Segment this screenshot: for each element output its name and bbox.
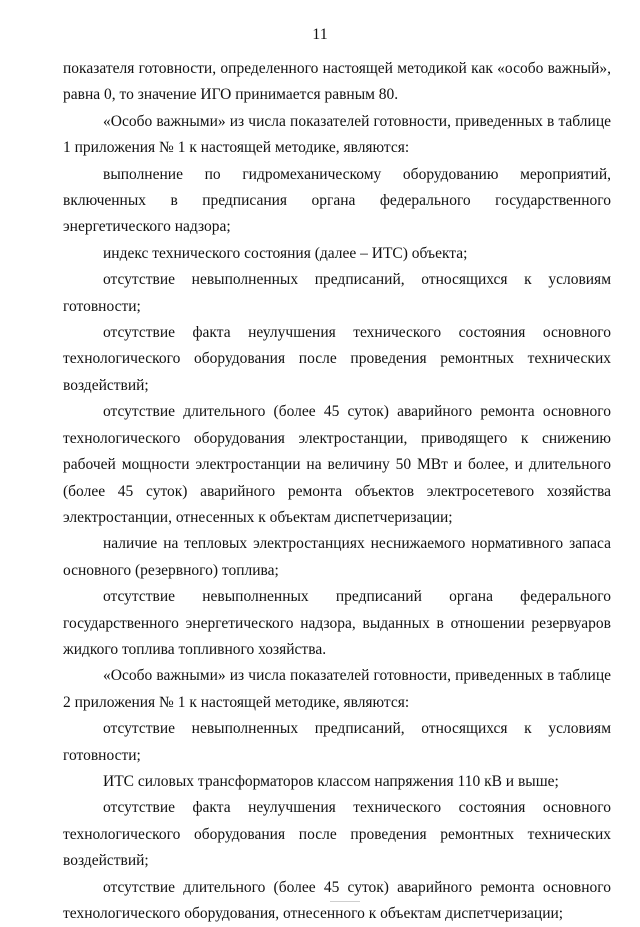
paragraph-item: отсутствие невыполненных предписаний, относящихся к условиям готовности; — [63, 720, 611, 764]
paragraph-table2-intro: «Особо важными» из числа показателей готовности, приведенных в таблице 2 приложения № 1 к настоящей методике, являются: — [63, 667, 611, 711]
paragraph-continuation: показателя готовности, определенного настоящей методикой как «особо важный», равна 0, то значение ИГО принимается равным 80. — [63, 60, 611, 104]
paragraph-item: отсутствие невыполненных предписаний органа федерального государственного энергетического надзора, выданных в отношении резервуаров жидкого топлива топливного хозяйства. — [63, 588, 611, 658]
paragraph-item: наличие на тепловых электростанциях неснижаемого нормативного запаса основного (резервного) топлива; — [63, 535, 611, 579]
paragraph-item: ИТС силовых трансформаторов классом напряжения 110 кВ и выше; — [103, 772, 559, 790]
paragraph-item: выполнение по гидромеханическому оборудованию мероприятий, включенных в предписания органа федерального государственного энергетического надзора; — [63, 165, 611, 236]
paragraph-item: отсутствие невыполненных предписаний, относящихся к условиям готовности; — [63, 271, 611, 315]
paragraph-table1-intro: «Особо важными» из числа показателей готовности, приведенных в таблице 1 приложения № 1 к настоящей методике, являются: — [63, 112, 611, 157]
paragraph-item: отсутствие длительного (более 45 суток) аварийного ремонта основного технологического оборудования электростанции, приводящего к снижению рабочей мощности электростанции на величину 50 МВт и более, и длительного (более 45 суток) аварийного ремонта объектов электросетевого хозяйства электростанции, отнесенных к объектам диспетчеризации; — [63, 403, 611, 526]
scan-edge-mark — [330, 901, 360, 902]
paragraph-item: отсутствие длительного (более 45 суток) аварийного ремонта основного технологического оборудования, отнесенного к объектам диспетчеризации; — [63, 878, 611, 922]
paragraph-item: отсутствие факта неулучшения технического состояния основного технологического оборудования после проведения ремонтных технических воздействий; — [63, 324, 611, 394]
document-body — [63, 56, 611, 927]
paragraph-item: отсутствие факта неулучшения технического состояния основного технологического оборудования после проведения ремонтных технических воздействий; — [63, 799, 611, 870]
paragraph-item: индекс технического состояния (далее – ИТС) объекта; — [103, 244, 468, 262]
page-number: 11 — [312, 26, 328, 43]
